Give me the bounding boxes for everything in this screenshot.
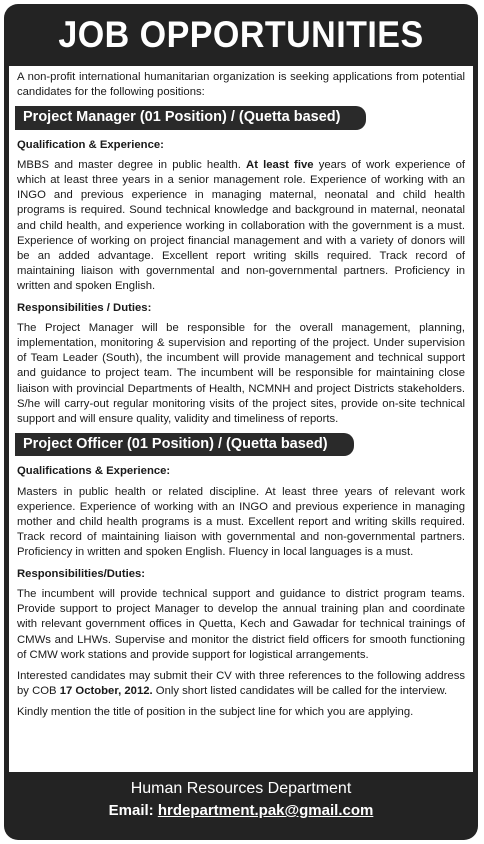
- section-heading-qualifications: Qualifications & Experience:: [17, 465, 171, 478]
- qualifications-text: Masters in public health or related discipline. At least three years of relevant work experience. Experience of working with an INGO and previous experience in managing mother and child health programs is a must. Excellent report and writing skills required. Track record of maintaining liaison with governmental and non-governmental partners. Proficiency in written and spoken English. Fluency in local languages is a must.: [17, 485, 465, 559]
- email-label: Email:: [108, 802, 158, 819]
- email-line: [4, 802, 478, 819]
- section-heading-responsibilities: Responsibilities / Duties:: [17, 301, 152, 314]
- application-instructions: Interested candidates may submit their CV with three references to the following address by COB 17 October, 2012. Only short listed candidates will be called for the interview.: [17, 669, 465, 698]
- email-link[interactable]: hrdepartment.pak@gmail.com: [157, 802, 374, 819]
- headline: JOB OPPORTUNITIES: [58, 14, 424, 55]
- job-advertisement: [4, 4, 478, 840]
- section-heading-qualification: Qualification & Experience:: [17, 138, 164, 151]
- section-heading-duties: Responsibilities/Duties:: [17, 567, 146, 580]
- position-title-project-manager: Project Manager (01 Position) / (Quetta based): [15, 106, 366, 129]
- position-title-project-officer: Project Officer (01 Position) / (Quetta based): [15, 433, 354, 456]
- qualification-text: MBBS and master degree in public health. At least five years of work experience of which at least three years in a senior management role. Experience of working with an INGO and previous experience in managing maternal, neonatal and child health programs is required. Sound technical knowledge and background in maternal, neonatal and child health, and experience working in collaboration with the government is a must. Experience of working on project financial management and with a variety of donors will be an added advantage. Excellent report writing skills required. Track record of maintaining liaison with governmental and non-governmental partners. Proficiency in written and spoken English.: [17, 158, 465, 293]
- responsibilities-text: The Project Manager will be responsible for the overall management, planning, implementation, monitoring & supervision and reporting of the project. Under supervision of Team Leader (South), the incumbent will provide management and technical support and guidance to project team. The incumbent will be responsible for maintaining close liaison with provincial Departments of Health, NCMNH and project Districts stakeholders. S/he will carry-out regular monitoring visits of the project sites, provide on-site technical support and will ensure quality, validity and timeliness of reports.: [17, 321, 465, 426]
- duties-text: The incumbent will provide technical support and guidance to district program teams. Provide support to project Manager to develop the annual training plan and coordinate with relevant government offices in Quetta, Kech and Gawadar for technical trainings of CMWs and LHWs. Supervise and monitor the district field officers for smooth functioning of CMW work stations and provide support for logistical arrangements.: [17, 587, 465, 661]
- ad-content: [9, 66, 473, 772]
- intro-text: A non-profit international humanitarian organization is seeking applications from potential candidates for the following positions:: [17, 71, 465, 99]
- department-name: Human Resources Department: [130, 780, 352, 797]
- footer: [4, 774, 478, 840]
- subject-line-note: Kindly mention the title of position in the subject line for which you are applying.: [17, 706, 414, 719]
